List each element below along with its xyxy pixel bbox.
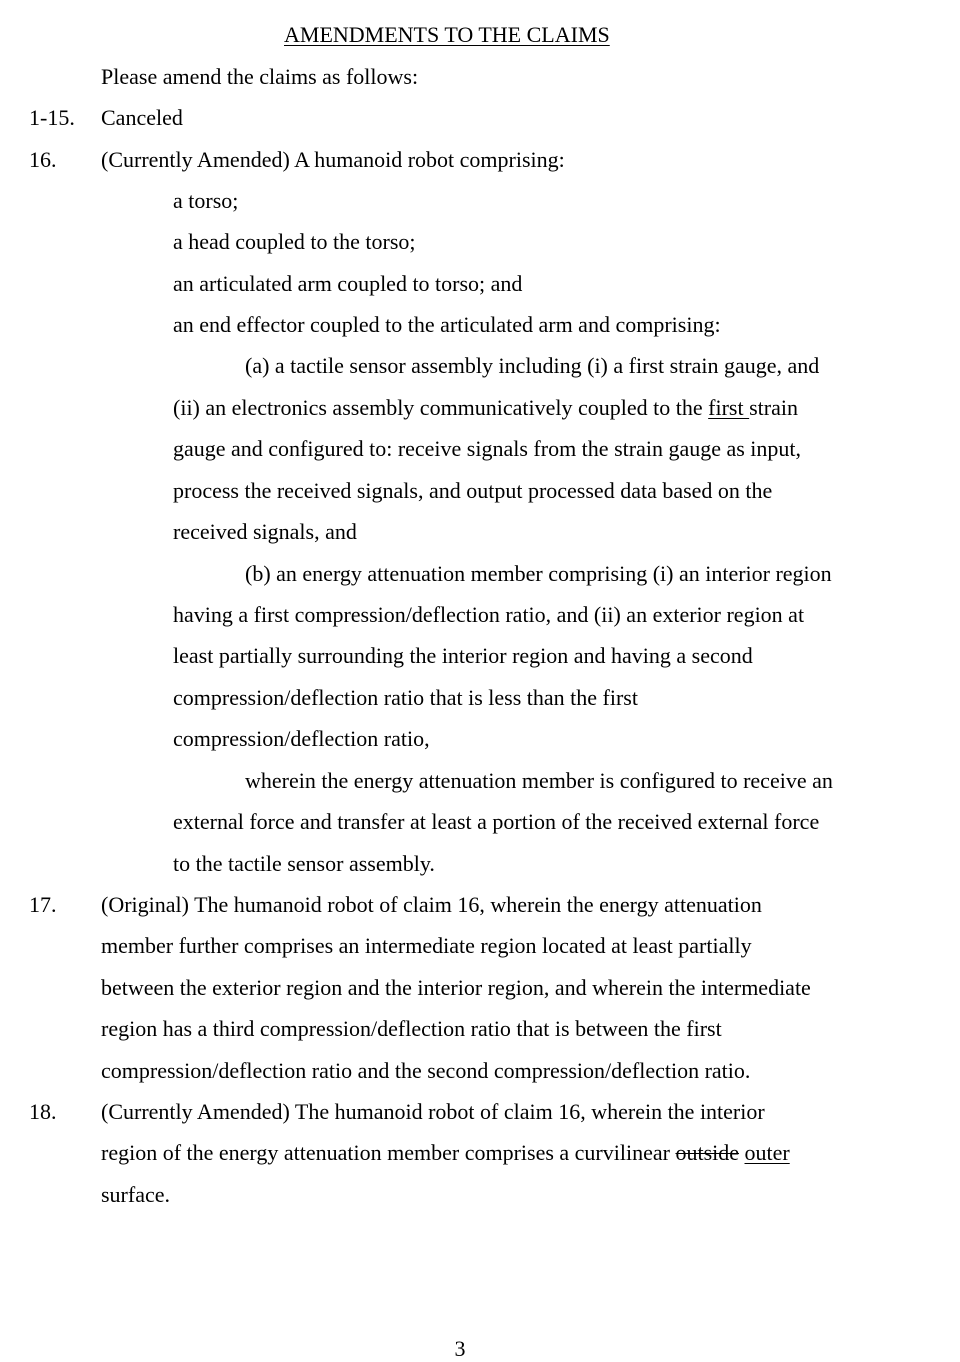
claim-line [101,1140,790,1166]
claim-number: 16. [29,147,57,172]
deleted-text: outside [675,1140,740,1165]
part-a-line: process the received signals, and output processed data based on the [173,478,773,503]
claim-element: a torso; [173,188,239,213]
claim-text: Canceled [101,105,183,130]
part-b-line: having a first compression/deflection ratio, and (ii) an exterior region at [173,602,805,627]
claim-line: (Currently Amended) The humanoid robot of claim 16, wherein the interior [101,1099,765,1124]
page-number: 3 [454,1336,466,1361]
claim-number: 1-15. [29,105,75,130]
part-b-line: compression/deflection ratio that is less than the first [173,685,638,710]
claim-number: 17. [29,892,57,917]
wherein-line: external force and transfer at least a portion of the received external force [173,809,820,834]
claim-line: surface. [101,1182,171,1207]
inserted-text: outer [744,1140,790,1165]
part-a-line [173,395,798,421]
text-segment: strain [749,395,799,420]
intro-text: Please amend the claims as follows: [101,64,419,89]
wherein-line: to the tactile sensor assembly. [173,851,435,876]
part-b-line: (b) an energy attenuation member comprising (i) an interior region [245,561,832,586]
part-a-line: gauge and configured to: receive signals from the strain gauge as input, [173,436,802,461]
claim-line: between the exterior region and the interior region, and wherein the intermediate [101,975,811,1000]
document-title: AMENDMENTS TO THE CLAIMS [284,22,610,47]
claim-line: member further comprises an intermediate region located at least partially [101,933,752,958]
claim-line: region has a third compression/deflection ratio that is between the first [101,1016,722,1041]
claim-element: an articulated arm coupled to torso; and [173,271,523,296]
claim-line: (Original) The humanoid robot of claim 16, wherein the energy attenuation [101,892,762,917]
claim-element: a head coupled to the torso; [173,229,416,254]
claim-element: an end effector coupled to the articulated arm and comprising: [173,312,721,337]
part-b-line: least partially surrounding the interior region and having a second [173,643,753,668]
claim-line: compression/deflection ratio and the second compression/deflection ratio. [101,1058,751,1083]
wherein-line: wherein the energy attenuation member is configured to receive an [245,768,833,793]
inserted-text: first [708,395,750,420]
part-a-line: received signals, and [173,519,357,544]
text-segment: (ii) an electronics assembly communicatively coupled to the [173,395,709,420]
claim-heading: (Currently Amended) A humanoid robot comprising: [101,147,565,172]
part-a-line: (a) a tactile sensor assembly including (i) a first strain gauge, and [245,353,820,378]
part-b-line: compression/deflection ratio, [173,726,430,751]
text-segment: region of the energy attenuation member comprises a curvilinear [101,1140,676,1165]
claim-number: 18. [29,1099,57,1124]
